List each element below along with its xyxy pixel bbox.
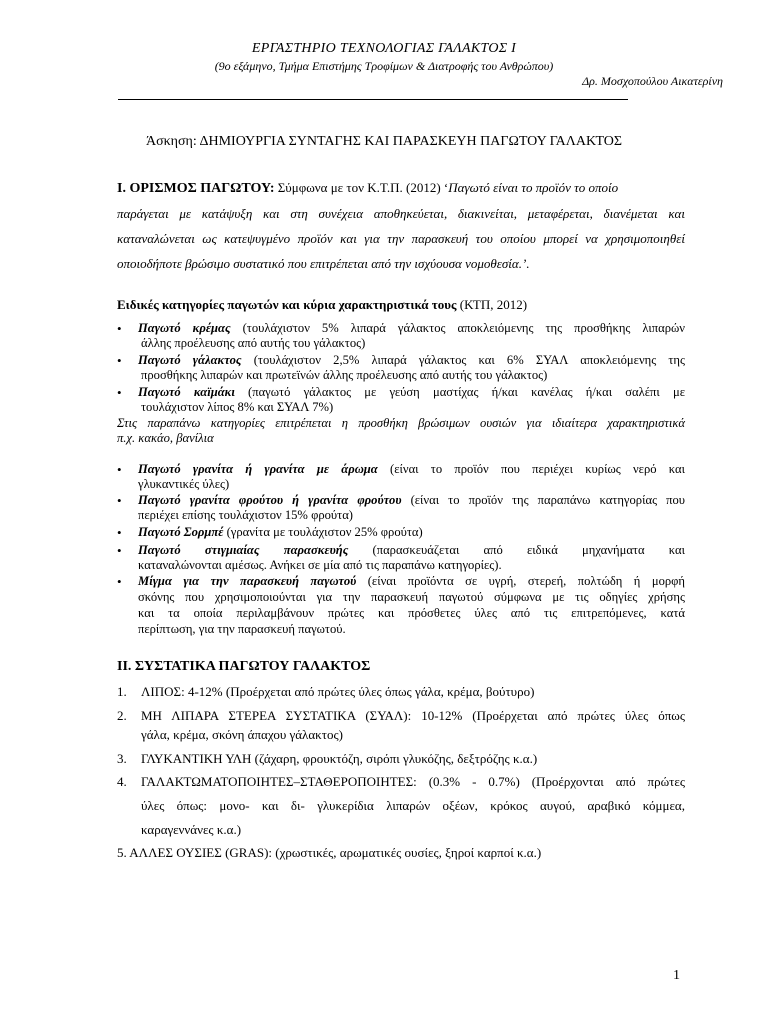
header-divider xyxy=(118,99,628,100)
bullet: • xyxy=(117,525,122,540)
note-line-2: π.χ. κακάο, βανίλια xyxy=(117,431,214,445)
category-item-cont: άλλης προέλευσης από αυτής του γάλακτος) xyxy=(141,336,366,350)
category-item: Μίγμα για την παρασκευή παγωτού (είναι προϊόντα σε υγρή, στερεή, πολτώδη ή μορφή xyxy=(138,574,686,588)
ingredient-item: 5. ΑΛΛΕΣ ΟΥΣΙΕΣ (GRAS): (χρωστικές, αρωματικές ουσίες, ξηροί καρποί κ.α.) xyxy=(117,845,542,860)
category-item-cont: σκόνης που χρησιμοποιούνται για την παρασκευή παγωτού σύμφωνα με τις οδηγίες χρήσης xyxy=(138,590,685,604)
category-item-cont: περίπτωση, για την παρασκευή παγωτού. xyxy=(138,622,346,636)
category-item-cont: γλυκαντικές ύλες) xyxy=(138,477,230,491)
category-item: Παγωτό γρανίτα ή γρανίτα με άρωμα (είναι το προϊόν που περιέχει κυρίως νερό και xyxy=(138,462,685,476)
categories-heading: Ειδικές κατηγορίες παγωτών και κύρια χαρακτηριστικά τους (ΚΤΠ, 2012) xyxy=(117,297,528,312)
category-item-cont: καταναλώνονται αμέσως. Ανήκει σε μία από τις παραπάνω κατηγορίες). xyxy=(138,558,502,572)
category-item-cont: προσθήκης λιπαρών και πρωτεϊνών άλλης προέλευσης από αυτής του γάλακτος) xyxy=(141,368,548,382)
list-number: 1. xyxy=(117,684,127,699)
bullet: • xyxy=(117,493,122,508)
ingredient-item: ΓΑΛΑΚΤΩΜΑΤΟΠΟΙΗΤΕΣ–ΣΤΑΘΕΡΟΠΟΙΗΤΕΣ: (0.3% - 0.7%) (Προέρχονται από πρώτες xyxy=(141,774,685,789)
definition-line-3: καταναλώνεται ως κατεψυγμένο προϊόν και για την παρασκευή του οποίου μπορεί να χρησιμοποιηθεί xyxy=(117,231,685,246)
lab-title: ΕΡΓΑΣΤΗΡΙΟ ΤΕΧΝΟΛΟΓΙΑΣ ΓΑΛΑΚΤΟΣ Ι xyxy=(251,41,517,56)
category-item-cont: και τα οποία περιλαμβάνουν πρώτες και πρόσθετες ύλες από τις επιτρεπόμενες, κατά xyxy=(138,606,685,620)
bullet: • xyxy=(117,385,122,400)
category-item-cont: τουλάχιστον λίπος 8% και ΣΥΑΛ 7%) xyxy=(141,400,334,414)
category-item: Παγωτό στιγμιαίας παρασκευής (παρασκευάζεται από ειδικά μηχανήματα και xyxy=(138,543,685,557)
author-name: Δρ. Μοσχοπούλου Αικατερίνη xyxy=(582,74,723,88)
list-number: 3. xyxy=(117,751,127,766)
definition-line-4: οποιοδήποτε βρώσιμο συστατικό που επιτρέπεται από την ισχύουσα νομοθεσία.’. xyxy=(117,256,530,271)
bullet: • xyxy=(117,543,122,558)
category-item: Παγωτό γρανίτα φρούτου ή γρανίτα φρούτου (είναι το προϊόν της παραπάνω κατηγορίας που xyxy=(138,493,685,507)
bullet: • xyxy=(117,353,122,368)
section-2-heading: ΙΙ. ΣΥΣΤΑΤΙΚΑ ΠΑΓΩΤΟΥ ΓΑΛΑΚΤΟΣ xyxy=(117,659,371,674)
category-item: Παγωτό καϊμάκι (παγωτό γάλακτος με γεύση μαστίχας ή/και κανέλας ή/και σαλέπι με xyxy=(138,385,685,399)
ingredient-item: ΜΗ ΛΙΠΑΡΑ ΣΤΕΡΕΑ ΣΥΣΤΑΤΙΚΑ (ΣΥΑΛ): 10-12% (Προέρχεται από πρώτες ύλες όπως xyxy=(141,708,685,723)
page-number: 1 xyxy=(673,968,680,983)
category-item: Παγωτό Σορμπέ (γρανίτα με τουλάχιστον 25% φρούτα) xyxy=(138,525,423,539)
list-number: 2. xyxy=(117,708,127,723)
definition-line-2: παράγεται με κατάψυξη και στη συνέχεια αποθηκεύεται, διακινείται, μεταφέρεται, διανέμεται και xyxy=(117,206,685,221)
list-number: 4. xyxy=(117,774,127,789)
exercise-title: Άσκηση: ΔΗΜΙΟΥΡΓΙΑ ΣΥΝΤΑΓΗΣ ΚΑΙ ΠΑΡΑΣΚΕΥΗ ΠΑΓΩΤΟΥ ΓΑΛΑΚΤΟΣ xyxy=(145,134,623,149)
bullet: • xyxy=(117,574,122,589)
ingredient-item-cont: ύλες όπως: μονο- και δι- γλυκερίδια λιπαρών οξέων, κρόκος αυγού, αραβικό κόμμεα, xyxy=(141,798,685,813)
bullet: • xyxy=(117,462,122,477)
definition-line-1: Ι. ΟΡΙΣΜΟΣ ΠΑΓΩΤΟΥ: Σύμφωνα με τον Κ.Τ.Π. (2012) ‘Παγωτό είναι το προϊόν το οποίο xyxy=(117,180,619,196)
category-item: Παγωτό γάλακτος (τουλάχιστον 2,5% λιπαρά γάλακτος και 6% ΣΥΑΛ αποκλειόμενης της xyxy=(138,353,685,367)
lab-subtitle: (9ο εξάμηνο, Τμήμα Επιστήμης Τροφίμων & Διατροφής του Ανθρώπου) xyxy=(214,59,554,73)
ingredient-item: ΓΛΥΚΑΝΤΙΚΗ ΥΛΗ (ζάχαρη, φρουκτόζη, σιρόπι γλυκόζης, δεξτρόζης κ.α.) xyxy=(141,751,538,766)
category-item-cont: περιέχει επίσης τουλάχιστον 15% φρούτα) xyxy=(138,508,354,522)
category-item: Παγωτό κρέμας (τουλάχιστον 5% λιπαρά γάλακτος αποκλειόμενης της προσθήκης λιπαρών xyxy=(138,321,685,335)
ingredient-item-cont: καραγεννάνες κ.α.) xyxy=(141,822,242,837)
ingredient-item-cont: γάλα, κρέμα, σκόνη άπαχου γάλακτος) xyxy=(141,727,343,742)
note-line-1: Στις παραπάνω κατηγορίες επιτρέπεται η προσθήκη βρώσιμων ουσιών για ιδιαίτερα χαρακτηριστικά xyxy=(117,416,685,430)
section-1-heading: Ι. ΟΡΙΣΜΟΣ ΠΑΓΩΤΟΥ: xyxy=(117,181,275,196)
ingredient-item: ΛΙΠΟΣ: 4-12% (Προέρχεται από πρώτες ύλες όπως γάλα, κρέμα, βούτυρο) xyxy=(141,684,535,699)
bullet: • xyxy=(117,321,122,336)
